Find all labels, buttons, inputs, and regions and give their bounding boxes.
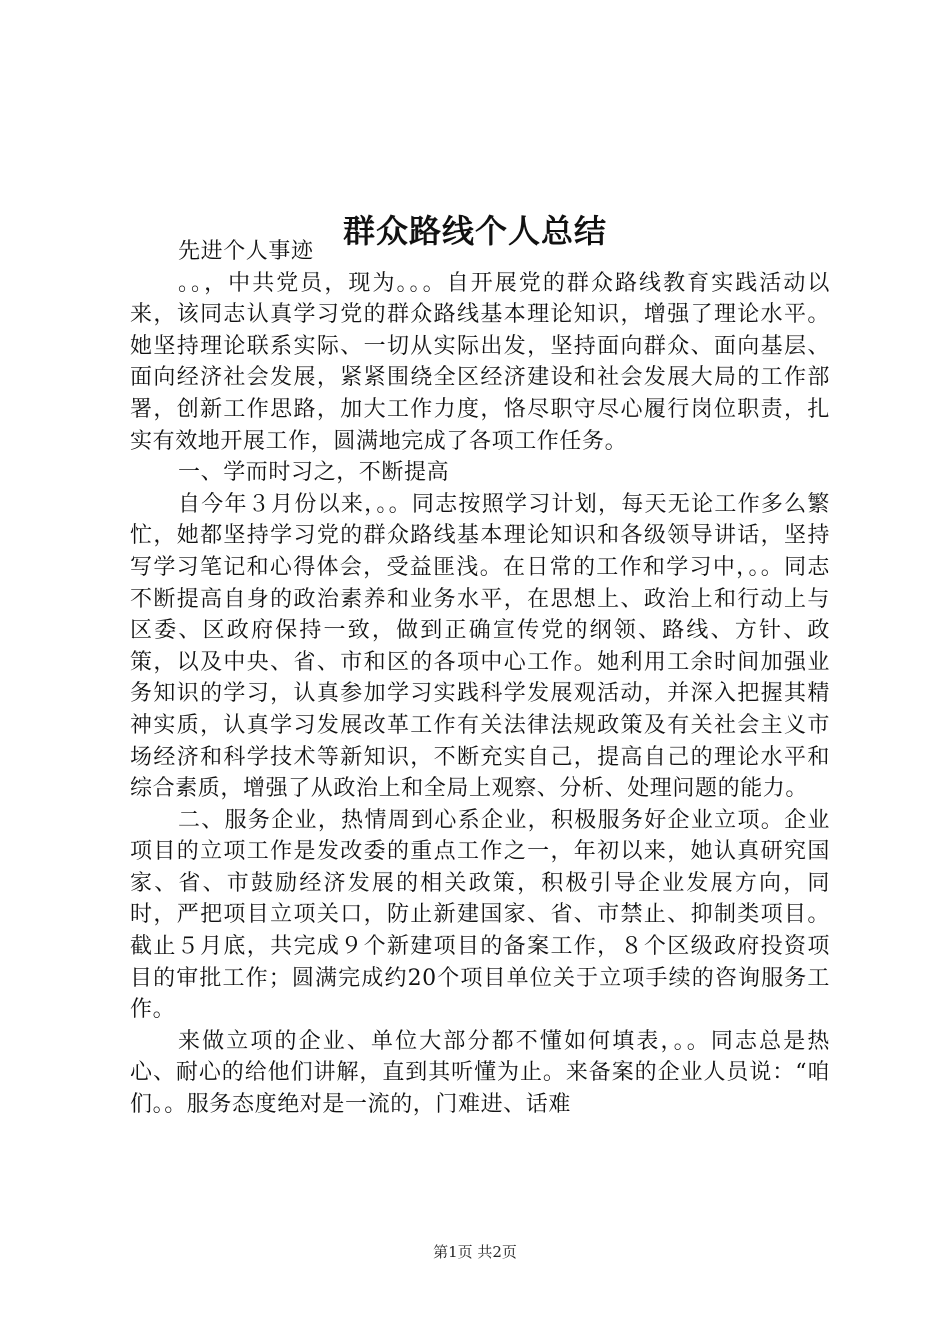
page-number: 第1页 共2页: [433, 1243, 517, 1261]
section-heading-1: 一、学而时习之，不断提高: [178, 460, 450, 486]
document-title: 群众路线个人总结: [342, 212, 607, 251]
intro-paragraph: 。。，中共党员，现为。。。自开展党的群众路线教育实践活动以来，该同志认真学习党的群众路线基本理论知识，增强了理论水平。她坚持理论联系实际、一切从实际出发，坚持面向群众、面向基层、面向经济社会发展，紧紧围绕全区经济建设和社会发展大局的工作部署，创新工作思路，加大工作力度，恪尽职守尽心履行岗位职责，扎实有效地开展工作，圆满地完成了各项工作任务。: [130, 270, 830, 454]
service-detail-paragraph: 来做立项的企业、单位大部分都不懂如何填表，。。同志总是热心、耐心的给他们讲解，直到其听懂为止。来备案的企业人员说：“咱们。。服务态度绝对是一流的，门难进、话难: [130, 1028, 830, 1118]
study-paragraph: 自今年３月份以来，。。同志按照学习计划，每天无论工作多么繁忙，她都坚持学习党的群众路线基本理论知识和各级领导讲话，坚持写学习笔记和心得体会，受益匪浅。在日常的工作和学习中，。。同志不断提高自身的政治素养和业务水平，在思想上、政治上和行动上与区委、区政府保持一致，做到正确宣传党的纲领、路线、方针、政策，以及中央、省、市和区的各项中心工作。她利用工余时间加强业务知识的学习，认真参加学习实践科学发展观活动，并深入把握其精神实质，认真学习发展改革工作有关法律法规政策及有关社会主义市场经济和科学技术等新知识，不断充实自己，提高自己的理论水平和综合素质，增强了从政治上和全局上观察、分析、处理问题的能力。: [130, 491, 830, 802]
section-subtitle: 先进个人事迹: [178, 239, 314, 264]
document-body: [130, 236, 830, 1121]
service-paragraph: 二、服务企业，热情周到心系企业，积极服务好企业立项。企业项目的立项工作是发改委的重点工作之一，年初以来，她认真研究国家、省、市鼓励经济发展的相关政策，积极引导企业发展方向，同时，严把项目立项关口，防止新建国家、省、市禁止、抑制类项目。截止５月底，共完成９个新建项目的备案工作，８个区级政府投资项目的审批工作；圆满完成约20个项目单位关于立项手续的咨询服务工作。: [130, 807, 830, 1023]
